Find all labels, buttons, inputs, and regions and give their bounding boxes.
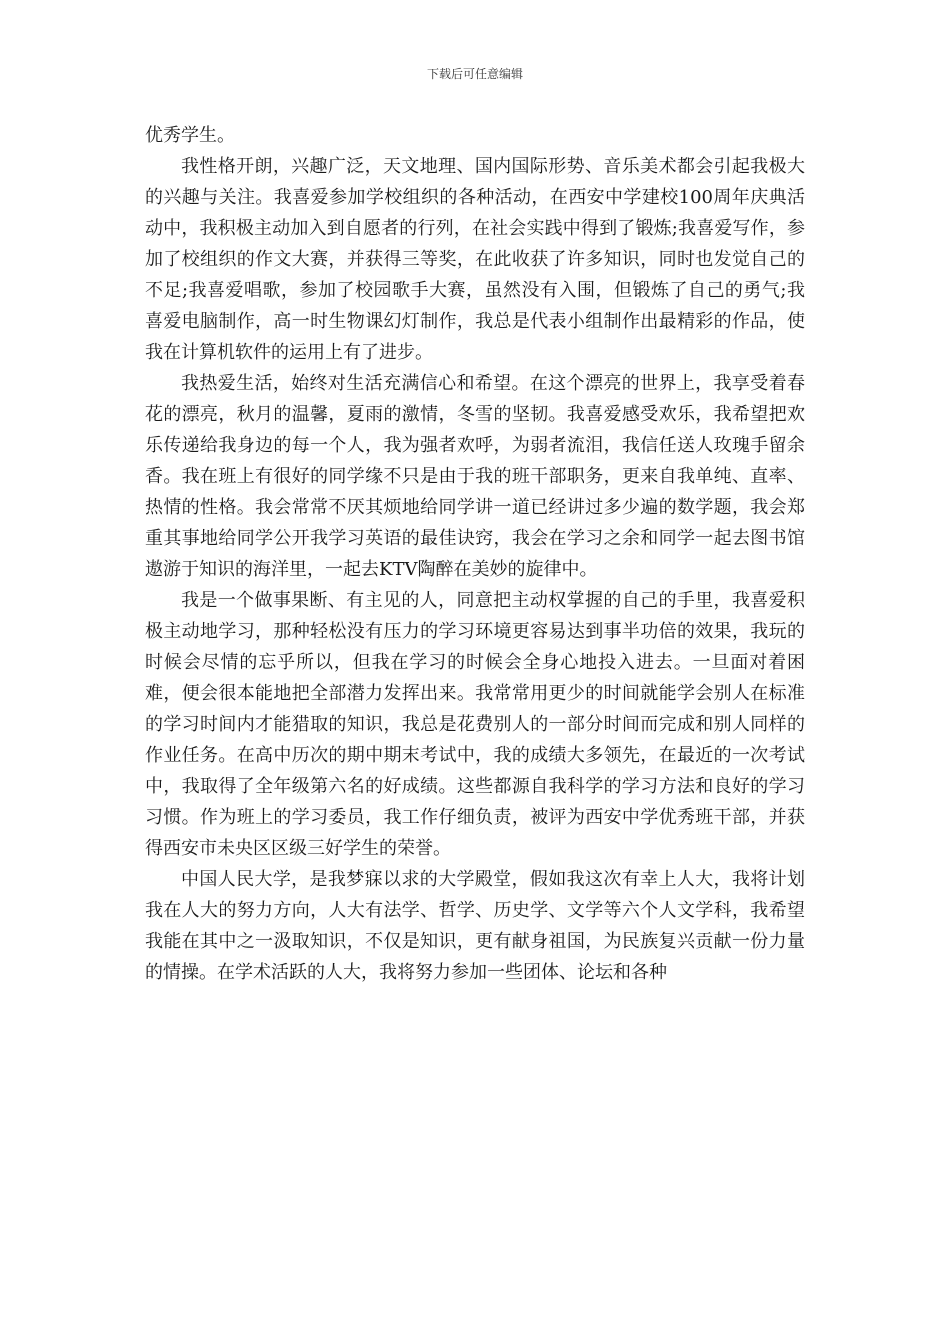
page-header: 下载后可任意编辑 xyxy=(426,67,523,81)
paragraph-5: 中国人民大学，是我梦寐以求的大学殿堂，假如我这次有幸上人大，我将计划我在人大的努力方向，人大有法学、哲学、历史学、文学等六个人文学科，我希望我能在其中之一汲取知识，不仅是知识，更有献身祖国，为民族复兴贡献一份力量的情操。在学术活跃的人大，我将努力参加一些团体、论坛和各种 xyxy=(145,869,805,983)
paragraph-4: 我是一个做事果断、有主见的人，同意把主动权掌握的自己的手里，我喜爱积极主动地学习，那种轻松没有压力的学习环境更容易达到事半功倍的效果，我玩的时候会尽情的忘乎所以，但我在学习的时候会全身心地投入进去。一旦面对着困难，便会很本能地把全部潜力发挥出来。我常常用更少的时间就能学会别人在标准的学习时间内才能猎取的知识，我总是花费别人的一部分时间而完成和别人同样的作业任务。在高中历次的期中期末考试中，我的成绩大多领先，在最近的一次考试中，我取得了全年级第六名的好成绩。这些都源自我科学的学习方法和良好的学习习惯。作为班上的学习委员，我工作仔细负责，被评为西安中学优秀班干部，并获得西安市未央区区级三好学生的荣誉。 xyxy=(145,590,805,859)
paragraph-1: 优秀学生。 xyxy=(145,125,235,146)
paragraph-2: 我性格开朗，兴趣广泛，天文地理、国内国际形势、音乐美术都会引起我极大的兴趣与关注。我喜爱参加学校组织的各种活动，在西安中学建校100周年庆典活动中，我积极主动加入到自愿者的行列，在社会实践中得到了锻炼;我喜爱写作，参加了校组织的作文大赛，并获得三等奖，在此收获了许多知识，同时也发觉自己的不足;我喜爱唱歌，参加了校园歌手大赛，虽然没有入围，但锻炼了自己的勇气;我喜爱电脑制作，高一时生物课幻灯制作，我总是代表小组制作出最精彩的作品，使我在计算机软件的运用上有了进步。 xyxy=(145,156,805,363)
document-body xyxy=(145,120,805,988)
paragraph-3: 我热爱生活，始终对生活充满信心和希望。在这个漂亮的世界上，我享受着春花的漂亮，秋月的温馨，夏雨的激情，冬雪的坚韧。我喜爱感受欢乐，我希望把欢乐传递给我身边的每一个人，我为强者欢呼，为弱者流泪，我信任送人玫瑰手留余香。我在班上有很好的同学缘不只是由于我的班干部职务，更来自我单纯、直率、热情的性格。我会常常不厌其烦地给同学讲一道已经讲过多少遍的数学题，我会郑重其事地给同学公开我学习英语的最佳诀窍，我会在学习之余和同学一起去图书馆遨游于知识的海洋里，一起去KTV陶醉在美妙的旋律中。 xyxy=(145,373,805,580)
